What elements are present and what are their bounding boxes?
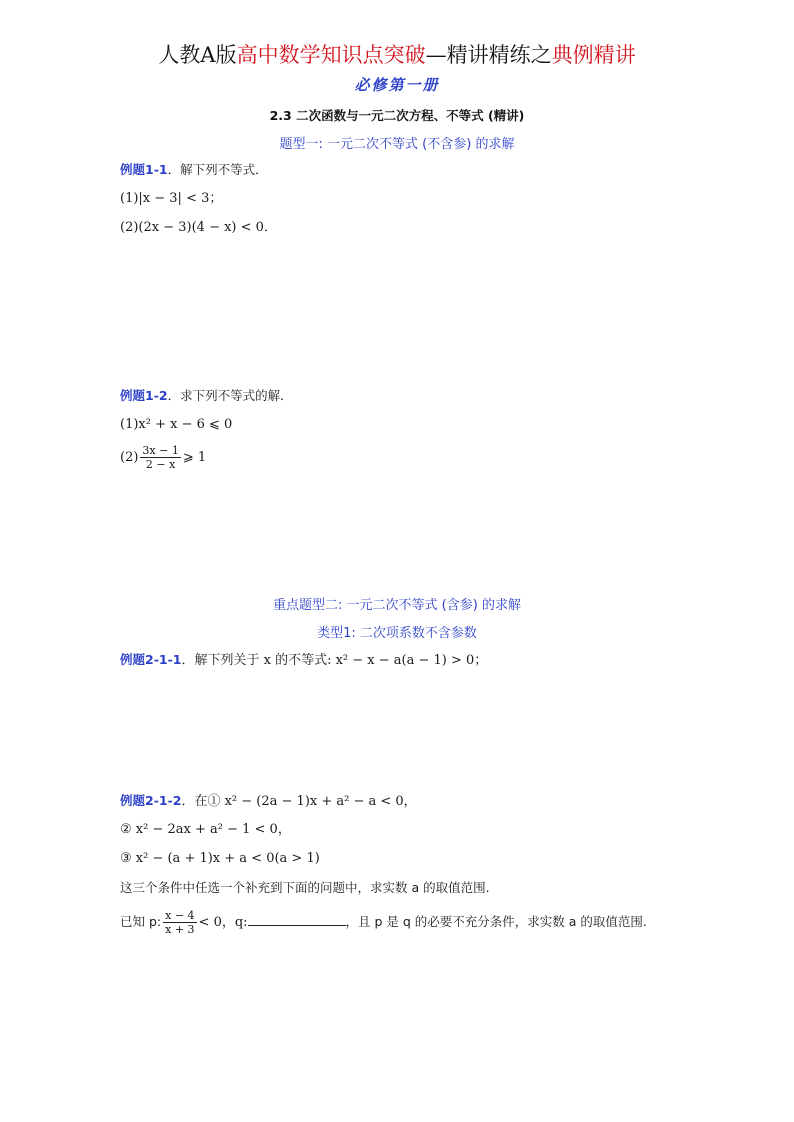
problem-statement bbox=[120, 909, 647, 936]
example-1-2-part1: (1)x² + x − 6 ⩽ 0 bbox=[120, 417, 233, 432]
topic2-subheading: 类型1: 二次项系数不含参数 bbox=[317, 626, 477, 641]
title-part-publisher: 人教A版 bbox=[158, 43, 237, 67]
fraction bbox=[163, 909, 196, 936]
title-part-topic: 高中数学知识点突破 bbox=[236, 43, 426, 67]
example-label: 例题2-1-2 bbox=[120, 793, 182, 808]
example-1-1 bbox=[120, 160, 268, 180]
part-suffix: ⩾ 1 bbox=[182, 450, 207, 465]
example-text: ．解下列关于 x 的不等式: x² − x − a(a − 1) > 0； bbox=[181, 653, 488, 668]
example-2-1-1 bbox=[120, 650, 487, 671]
instruction-line: 这三个条件中任选一个补充到下面的问题中，求实数 a 的取值范围. bbox=[120, 880, 490, 895]
section-title: 2.3 二次函数与一元二次方程、不等式 (精讲) bbox=[269, 108, 525, 123]
example-1-1-part2: (2)(2x − 3)(4 − x) < 0． bbox=[120, 220, 277, 235]
condition-option-2: ② x² − 2ax + a² − 1 < 0， bbox=[120, 822, 291, 837]
example-label: 例题1-2 bbox=[120, 388, 168, 403]
fraction-numerator: x − 4 bbox=[165, 909, 195, 922]
statement-prefix: 已知 p: bbox=[120, 914, 162, 929]
statement-suffix: ，且 p 是 q 的必要不充分条件，求实数 a 的取值范围. bbox=[345, 914, 647, 929]
example-2-1-2 bbox=[120, 791, 417, 812]
statement-middle: < 0，q: bbox=[198, 915, 248, 930]
fraction-denominator: x + 3 bbox=[165, 923, 195, 936]
example-1-1-part1: (1)|x − 3| < 3； bbox=[120, 191, 223, 206]
example-1-2-part2 bbox=[120, 444, 206, 471]
fraction-denominator: 2 − x bbox=[145, 458, 176, 471]
answer-blank[interactable] bbox=[248, 913, 346, 926]
title-part-series: —精讲精练之 bbox=[425, 43, 552, 67]
fraction-numerator: 3x − 1 bbox=[142, 444, 179, 457]
example-label: 例题2-1-1 bbox=[120, 652, 182, 667]
part-prefix: (2) bbox=[120, 450, 139, 465]
topic2-heading: 重点题型二: 一元二次不等式 (含参) 的求解 bbox=[273, 598, 521, 613]
example-text: ．在① x² − (2a − 1)x + a² − a < 0， bbox=[181, 794, 417, 809]
example-text: ．求下列不等式的解． bbox=[167, 388, 293, 403]
document-title bbox=[0, 40, 794, 70]
topic1-heading: 题型一: 一元二次不等式 (不含参) 的求解 bbox=[279, 137, 515, 152]
example-text: ．解下列不等式． bbox=[167, 162, 268, 177]
fraction bbox=[140, 444, 180, 471]
title-part-type: 典例精讲 bbox=[551, 43, 636, 67]
example-1-2 bbox=[120, 386, 293, 406]
condition-option-3: ③ x² − (a + 1)x + a < 0(a > 1) bbox=[120, 851, 320, 866]
volume-subtitle: 必修第一册 bbox=[354, 76, 440, 94]
example-label: 例题1-1 bbox=[120, 162, 168, 177]
